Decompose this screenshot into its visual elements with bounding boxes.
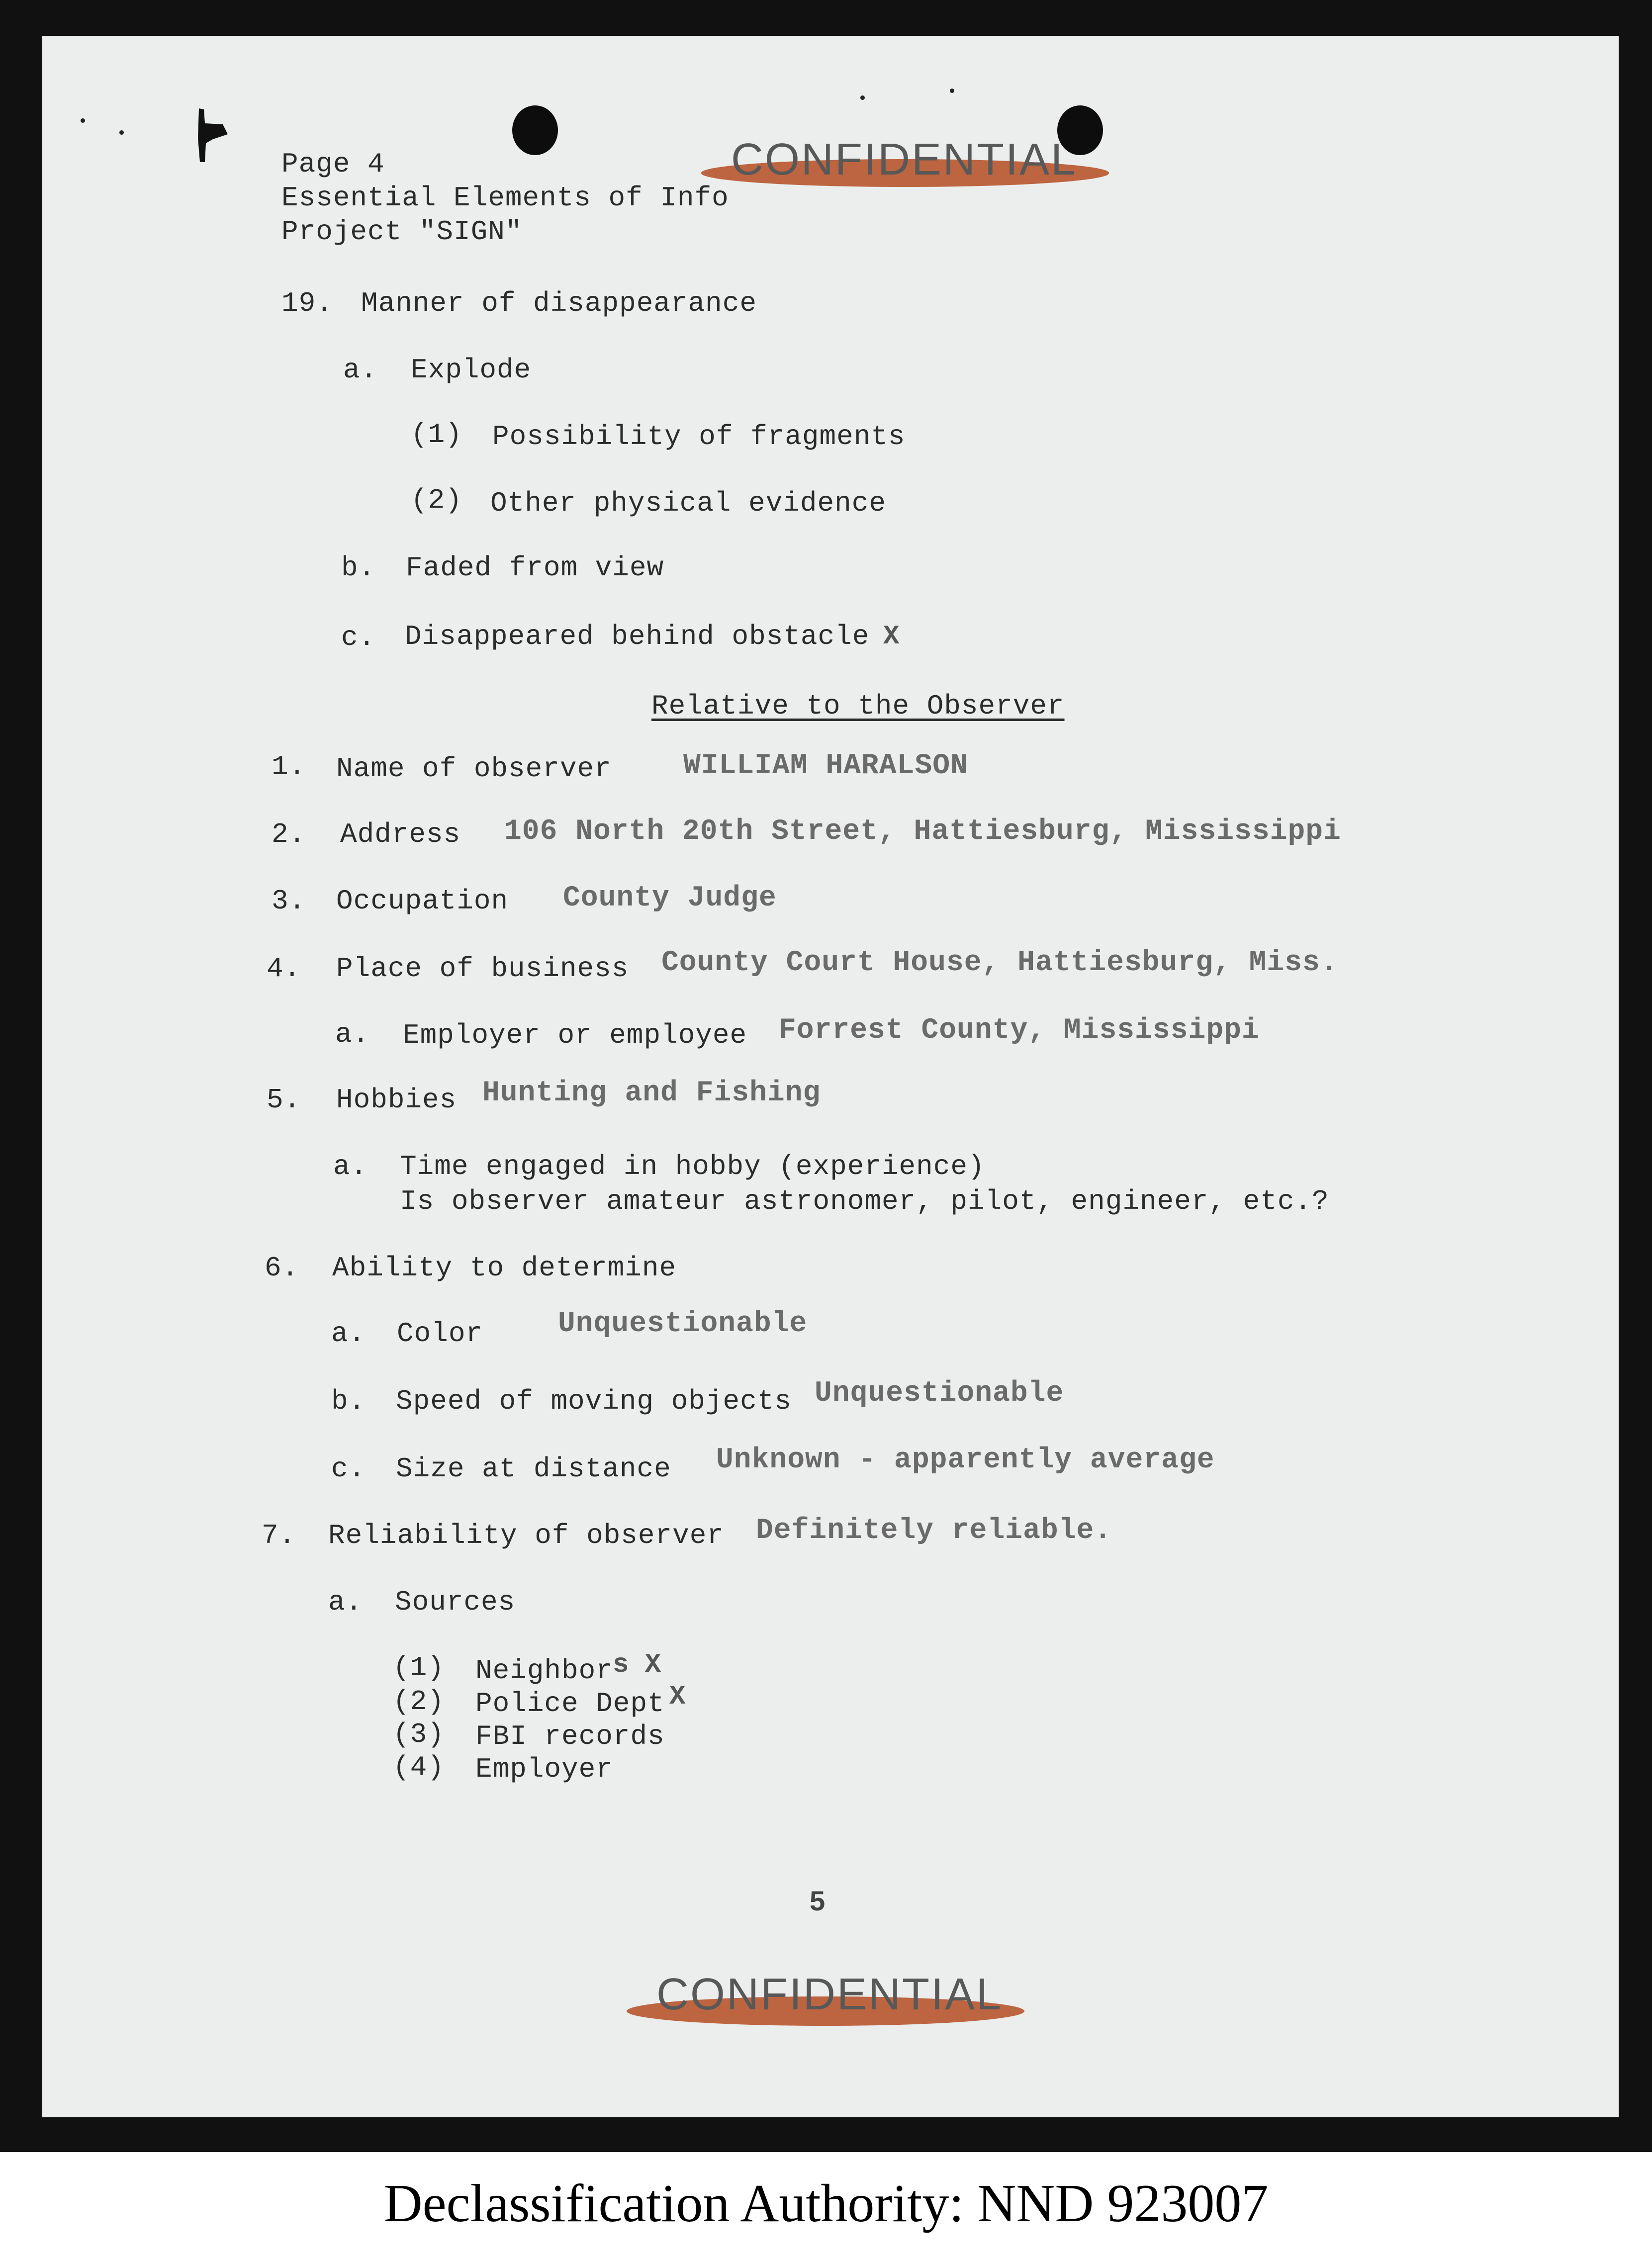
item-label: Address bbox=[340, 818, 461, 850]
item-label: Place of business bbox=[336, 953, 629, 985]
filled-value: Unknown - apparently average bbox=[716, 1444, 1215, 1476]
stamp-text: CONFIDENTIAL bbox=[731, 135, 1078, 184]
sub-letter: b. bbox=[341, 552, 376, 584]
item-label: Name of observer bbox=[336, 753, 612, 785]
sub-label: Speed of moving objects bbox=[396, 1385, 792, 1417]
sub-label: Employer or employee bbox=[403, 1019, 747, 1051]
ink-blot-icon bbox=[193, 108, 238, 163]
sub-label: Explode bbox=[411, 354, 532, 386]
filled-value: Unquestionable bbox=[815, 1377, 1064, 1410]
speck bbox=[81, 118, 85, 123]
sub-letter: a. bbox=[333, 1151, 368, 1182]
list-item: Employer bbox=[475, 1753, 613, 1785]
list-number: (2) bbox=[393, 1686, 445, 1718]
check-mark: X bbox=[669, 1682, 686, 1712]
list-item: Neighbor bbox=[475, 1655, 613, 1687]
speck bbox=[950, 89, 954, 93]
list-number: (1) bbox=[393, 1652, 445, 1684]
confidential-stamp-top bbox=[701, 134, 1109, 194]
item-number: 6. bbox=[265, 1252, 299, 1284]
sub-letter: c. bbox=[331, 1453, 366, 1485]
sub-letter: a. bbox=[335, 1018, 370, 1050]
sub-letter: a. bbox=[328, 1586, 363, 1618]
list-number: (3) bbox=[393, 1718, 445, 1750]
sub-label: Color bbox=[397, 1318, 483, 1350]
item-number: 7. bbox=[262, 1520, 296, 1551]
filled-value: Forrest County, Mississippi bbox=[779, 1014, 1260, 1047]
item-number: 1. bbox=[272, 751, 306, 783]
item-label: Ability to determine bbox=[332, 1252, 677, 1284]
sub-label: Faded from view bbox=[406, 552, 664, 584]
item-number: 5. bbox=[267, 1084, 301, 1116]
sub-label: Disappeared behind obstacle bbox=[405, 621, 870, 652]
item-label: Reliability of observer bbox=[328, 1520, 724, 1551]
filled-value: WILLIAM HARALSON bbox=[683, 750, 968, 782]
punch-hole-left bbox=[512, 105, 558, 155]
check-mark: s X bbox=[613, 1650, 661, 1680]
sub-label: Time engaged in hobby (experience) bbox=[400, 1151, 985, 1182]
item-number: 3. bbox=[272, 885, 306, 917]
item-number: 2. bbox=[272, 818, 306, 850]
item-label: Manner of disappearance bbox=[361, 287, 757, 319]
filled-value: 106 North 20th Street, Hattiesburg, Mississippi bbox=[504, 815, 1341, 848]
list-item: Police Dept bbox=[475, 1688, 665, 1719]
sub-letter: a. bbox=[343, 354, 378, 386]
speck bbox=[119, 130, 124, 135]
speck bbox=[860, 95, 865, 100]
sub-number: (1) bbox=[411, 419, 462, 451]
filled-value: Unquestionable bbox=[558, 1308, 808, 1340]
filled-value: County Judge bbox=[563, 882, 777, 914]
declassification-footer: Declassification Authority: NND 923007 bbox=[383, 2174, 1269, 2233]
sub-letter: a. bbox=[331, 1318, 366, 1350]
list-number: (4) bbox=[393, 1751, 445, 1783]
filled-value: Definitely reliable. bbox=[756, 1515, 1112, 1547]
item-label: Hobbies bbox=[336, 1084, 457, 1116]
sub-label: Possibility of fragments bbox=[492, 421, 906, 452]
sub-label: Other physical evidence bbox=[490, 487, 886, 519]
filled-value: County Court House, Hattiesburg, Miss. bbox=[661, 947, 1338, 979]
item-label: Occupation bbox=[336, 885, 509, 917]
page-number: 5 bbox=[810, 1885, 826, 1916]
list-item: FBI records bbox=[475, 1720, 665, 1752]
check-mark: X bbox=[883, 622, 900, 652]
sub-letter: c. bbox=[341, 622, 376, 653]
sub-number: (2) bbox=[411, 484, 462, 516]
sub-label: Sources bbox=[395, 1586, 516, 1618]
project-name: Project "SIGN" bbox=[281, 216, 523, 248]
document-title: Essential Elements of Info bbox=[281, 182, 729, 214]
filled-value: Hunting and Fishing bbox=[482, 1077, 821, 1109]
item-number: 4. bbox=[267, 953, 301, 985]
sub-label: Size at distance bbox=[396, 1453, 671, 1485]
confidential-stamp-bottom bbox=[627, 1969, 1024, 2034]
section-heading: Relative to the Observer bbox=[651, 690, 1065, 722]
page-label: Page 4 bbox=[281, 148, 385, 180]
item-number: 19. bbox=[281, 287, 333, 319]
sub-label: Is observer amateur astronomer, pilot, engineer, etc.? bbox=[400, 1185, 1329, 1217]
document-page bbox=[42, 36, 1619, 2117]
sub-letter: b. bbox=[331, 1385, 366, 1417]
stamp-text: CONFIDENTIAL bbox=[656, 1970, 1003, 2019]
